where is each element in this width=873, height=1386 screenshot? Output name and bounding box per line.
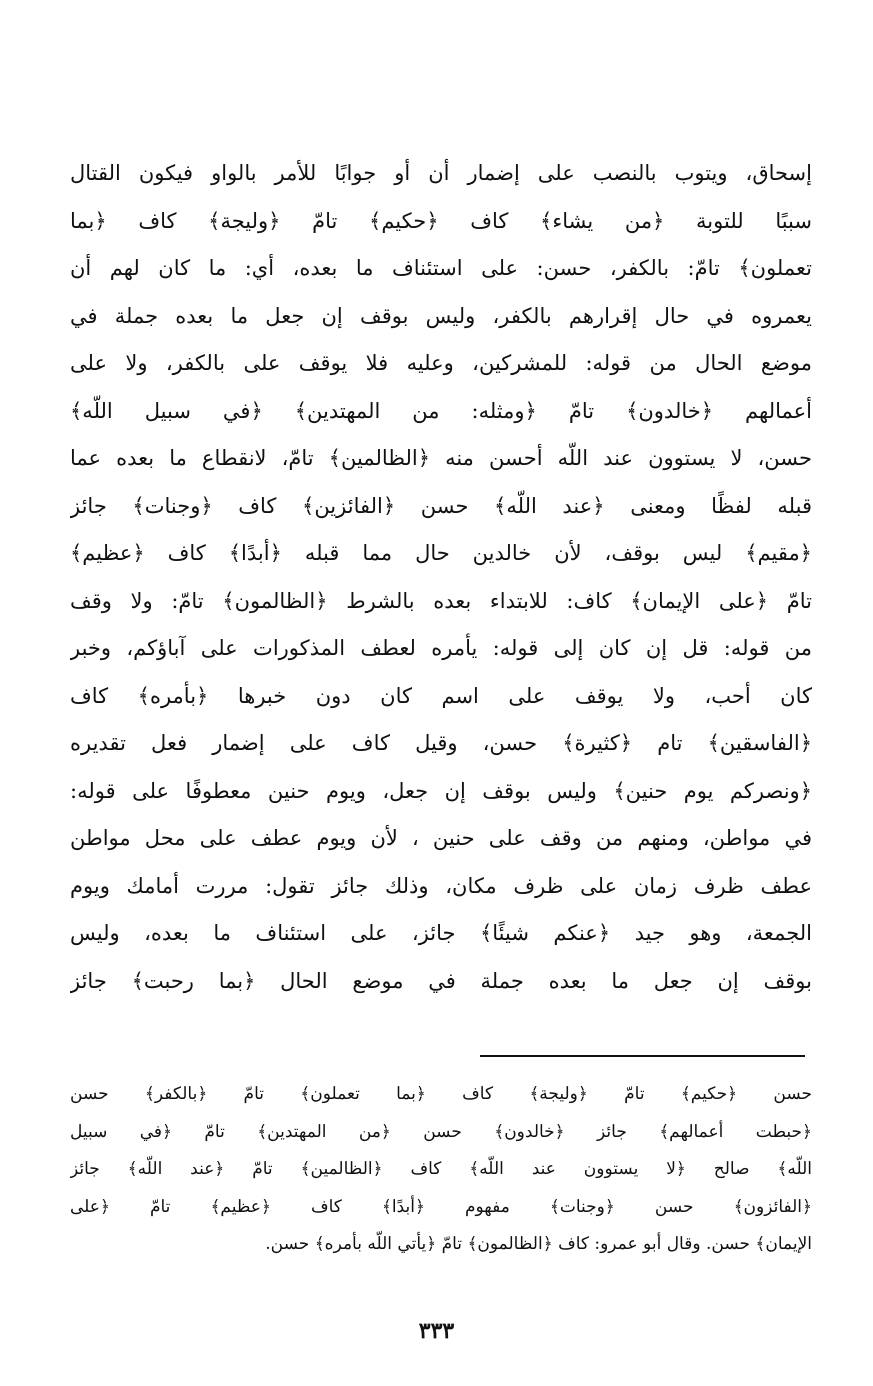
footnote-line: ﴿الفائزون﴾ حسن ﴿وجنات﴾ مفهوم ﴿أبدًا﴾ كاف ﴿عظيم﴾ تامّ ﴿على bbox=[70, 1196, 812, 1217]
main-text-line: كان أحب، ولا يوقف على اسم كان دون خبرها ﴿بأمره﴾ كاف bbox=[70, 683, 812, 708]
main-text-line: تعملون﴾ تامّ: بالكفر، حسن: على استئناف ما بعده، أي: ما كان لهم أن bbox=[70, 256, 812, 280]
footnote-line: اللّه﴾ صالح ﴿لا يستوون عند اللّه﴾ كاف ﴿الظالمين﴾ تامّ ﴿عند اللّه﴾ جائز bbox=[70, 1159, 812, 1179]
main-text-line: الجمعة، وهو جيد ﴿عنكم شيئًا﴾ جائز، على استئناف ما بعده، وليس bbox=[70, 921, 812, 945]
footnote-separator bbox=[480, 1055, 805, 1057]
main-text-block bbox=[70, 150, 812, 1005]
main-text-line: من قوله: قل إن كان إلى قوله: يأمره لعطف المذكورات على آباؤكم، وخبر bbox=[70, 636, 812, 660]
main-text-line: تامّ ﴿على الإيمان﴾ كاف: للابتداء بعده بالشرط ﴿الظالمون﴾ تامّ: ولا وقف bbox=[70, 588, 812, 613]
main-text-line: ﴿مقيم﴾ ليس بوقف، لأن خالدين حال مما قبله ﴿أبدًا﴾ كاف ﴿عظيم﴾ bbox=[70, 541, 812, 565]
footnote-line: ﴿حبطت أعمالهم﴾ جائز ﴿خالدون﴾ حسن ﴿من المهتدين﴾ تامّ ﴿في سبيل bbox=[70, 1121, 812, 1142]
main-text-line: يعمروه في حال إقرارهم بالكفر، وليس بوقف إن جعل ما بعده جملة في bbox=[70, 303, 812, 328]
footnote-line: الإيمان﴾ حسن. وقال أبو عمرو: كاف ﴿الظالمون﴾ تامّ ﴿يأتي اللّه بأمره﴾ حسن. bbox=[265, 1234, 812, 1254]
main-text-line: إسحاق، ويتوب بالنصب على إضمار أن أو جوابًا للأمر بالواو فيكون القتال bbox=[70, 161, 812, 185]
main-text-line: عطف ظرف زمان على ظرف مكان، وذلك جائز تقول: مررت أمامك ويوم bbox=[70, 873, 812, 898]
footnote-line: حسن ﴿حكيم﴾ تامّ ﴿وليجة﴾ كاف ﴿بما تعملون﴾ تامّ ﴿بالكفر﴾ حسن bbox=[70, 1084, 812, 1104]
main-text-line: سببًا للتوبة ﴿من يشاء﴾ كاف ﴿حكيم﴾ تامّ ﴿وليجة﴾ كاف ﴿بما bbox=[70, 208, 812, 233]
main-text-line: في مواطن، ومنهم من وقف على حنين ، لأن ويوم عطف على محل مواطن bbox=[70, 826, 812, 850]
page-number: ٣٣٣ bbox=[418, 1318, 455, 1344]
main-text-line: ﴿الفاسقين﴾ تام ﴿كثيرة﴾ حسن، وقيل كاف على إضمار فعل تقديره bbox=[70, 731, 812, 755]
main-text-line: أعمالهم ﴿خالدون﴾ تامّ ﴿ومثله: من المهتدين﴾ ﴿في سبيل اللّه﴾ bbox=[70, 398, 812, 423]
main-text-line: حسن، لا يستوون عند اللّه أحسن منه ﴿الظالمين﴾ تامّ، لانقطاع ما بعده عما bbox=[70, 446, 812, 470]
main-text-line: موضع الحال من قوله: للمشركين، وعليه فلا يوقف على بالكفر، ولا على bbox=[70, 351, 812, 375]
main-text-line: بوقف إن جعل ما بعده جملة في موضع الحال ﴿بما رحبت﴾ جائز bbox=[70, 968, 812, 993]
footnote-block bbox=[70, 1076, 812, 1264]
main-text-line: ﴿ونصركم يوم حنين﴾ وليس بوقف إن جعل، ويوم حنين معطوفًا على قوله: bbox=[70, 778, 812, 803]
main-text-line: قبله لفظًا ومعنى ﴿عند اللّه﴾ حسن ﴿الفائزين﴾ كاف ﴿وجنات﴾ جائز bbox=[70, 493, 812, 518]
